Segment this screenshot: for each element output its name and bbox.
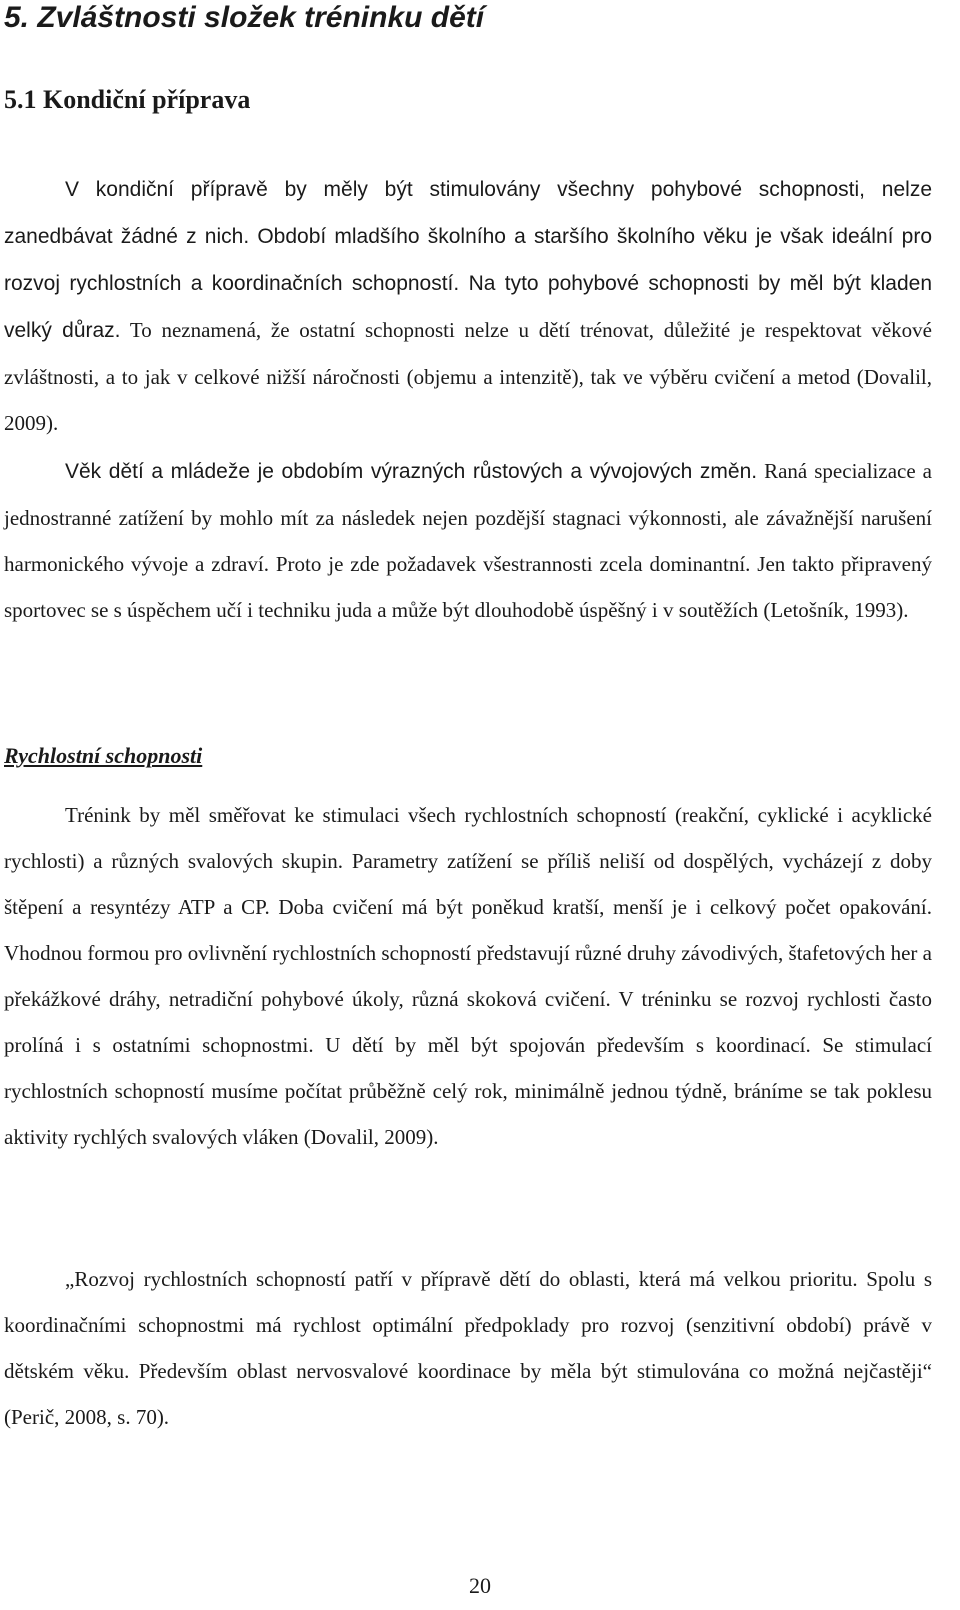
subheading-speed-abilities: Rychlostní schopnosti: [4, 743, 203, 768]
paragraph-youth-development: [4, 448, 932, 633]
paragraph-text-run: Trénink by měl směřovat ke stimulaci všech rychlostních schopností (reakční, cyklické i acyklické rychlosti) a různých svalových skupin. Parametry zatížení se příliš neliší od dospělých, vycházejí z doby štěpení a resyntézy ATP a CP. Doba cvičení má být poněkud kratší, menší je i celkový počet opakování. Vhodnou formou pro ovlivnění rychlostních schopností představují různé druhy závodivých, štafetových her a překážkové dráhy, netradiční pohybové úkoly, různá skoková cvičení. V tréninku se rozvoj rychlosti často prolíná i s ostatními schopnostmi. U dětí by měl být spojován především s koordinací. Se stimulací rychlostních schopností musíme počítat průběžně celý rok, minimálně jednou týdně, bráníme se tak poklesu aktivity rychlých svalových vláken (Dovalil, 2009).: [4, 803, 932, 1149]
paragraph-quotation: [4, 1256, 932, 1440]
section-title: 5.1 Kondiční příprava: [4, 85, 251, 114]
page-number: 20: [469, 1573, 491, 1598]
paragraph-text-run: „Rozvoj rychlostních schopností patří v přípravě dětí do oblasti, která má velkou prioritu. Spolu s koordinačními schopnostmi má rychlost optimální předpoklady pro rozvoj (senzitivní období) právě v dětském věku. Především oblast nervosvalové koordinace by měla být stimulována co možná nejčastěji“ (Perič, 2008, s. 70).: [4, 1267, 932, 1429]
paragraph-text-run: Věk dětí a mládeže je obdobím výrazných růstových a vývojových změn.: [65, 460, 758, 483]
paragraph-text-run: V kondiční přípravě by měly být stimulovány všechny pohybové schopnosti, nelze zanedbávat žádné z nich. Období mladšího školního a staršího školního věku je však ideální pro rozvoj rychlostních a koordinačních schopností. Na tyto pohybové schopnosti by měl být kladen velký důraz.: [4, 178, 932, 342]
paragraph-text-run: Raná specializace a jednostranné zatížení by mohlo mít za následek nejen pozdější stagnaci výkonnosti, ale závažnější narušení harmonického vývoje a zdraví. Proto je zde požadavek všestrannosti zcela dominantní. Jen takto připravený sportovec se s úspěchem učí i techniku juda a může být dlouhodobě úspěšný i v soutěžích (Letošník, 1993).: [4, 459, 932, 622]
paragraph-conditioning-intro: [4, 166, 932, 446]
paragraph-speed-training: [4, 792, 932, 1160]
chapter-title: 5. Zvláštnosti složek tréninku dětí: [4, 1, 485, 34]
paragraph-text-run: To neznamená, že ostatní schopnosti nelze u dětí trénovat, důležité je respektovat věkové zvláštnosti, a to jak v celkové nižší náročnosti (objemu a intenzitě), tak ve výběru cvičení a metod (Dovalil, 2009).: [4, 318, 933, 435]
